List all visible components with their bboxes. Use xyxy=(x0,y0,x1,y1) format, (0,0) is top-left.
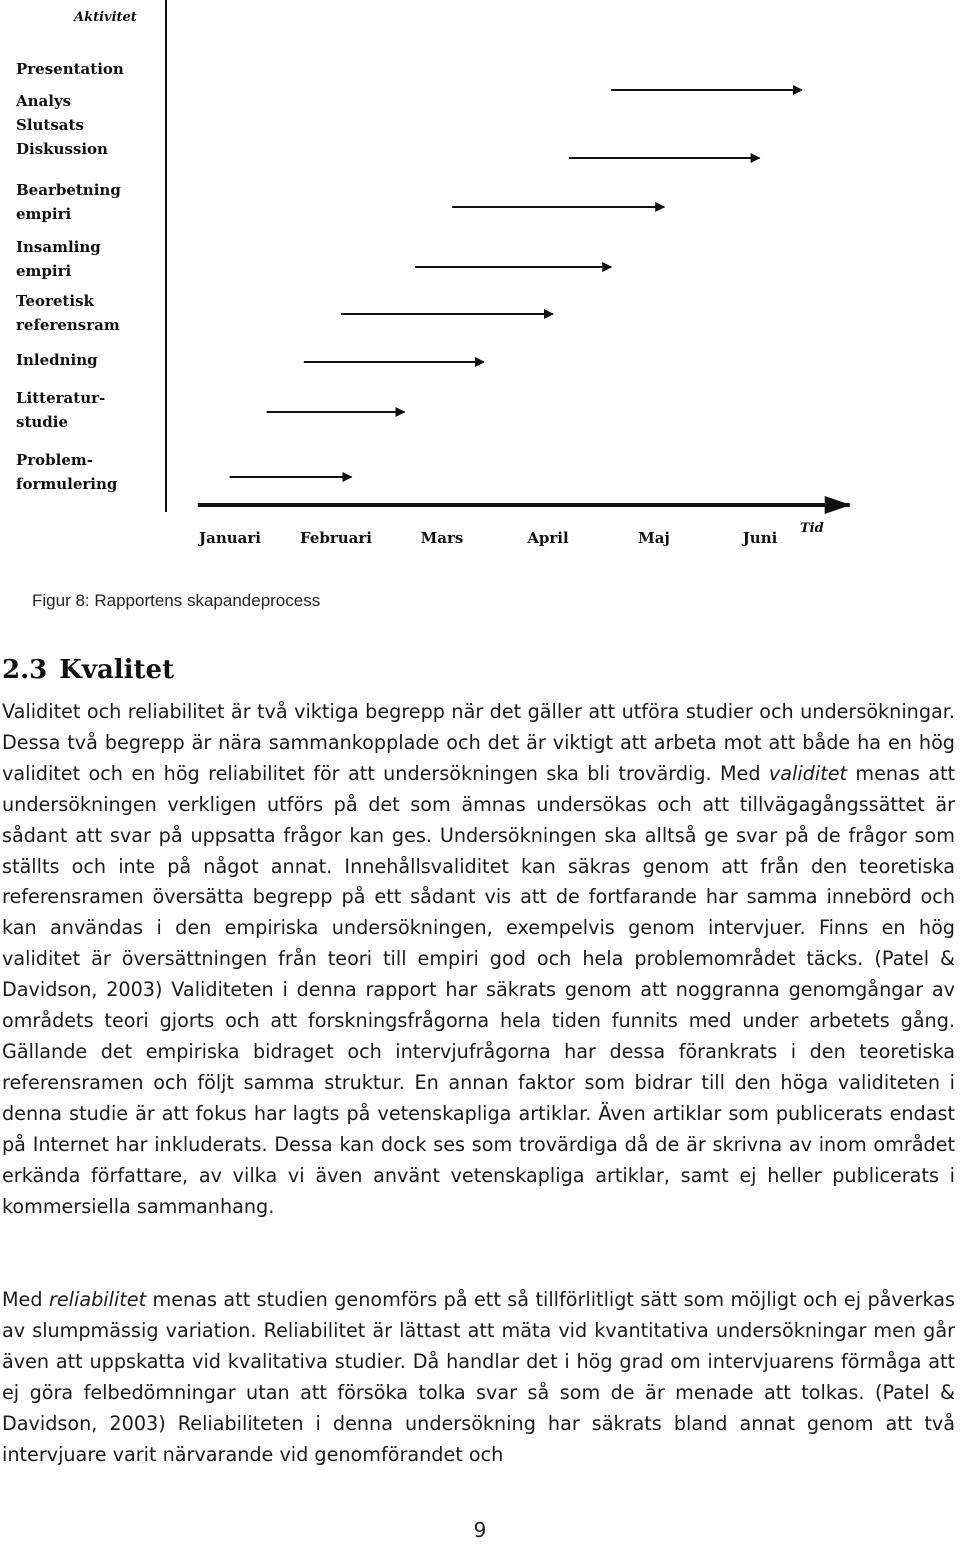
term-reliabilitet: reliabilitet xyxy=(48,1288,147,1311)
page-number: 9 xyxy=(473,1518,487,1542)
paragraph-text: Validitet och reliabilitet är två viktiga begrepp när det gäller att utföra studier och undersökningar. Dessa två begrepp är nära sammankopplade och det är viktigt att arbeta mot att både ha en hög validitet och en hög reliabilitet för att undersökningen ska bli trovärdig. Med xyxy=(2,700,955,785)
month-tick-label: Maj xyxy=(638,529,670,547)
paragraph-reliability xyxy=(2,1285,955,1470)
activity-label: Presentation xyxy=(16,60,124,78)
activity-label: Teoretisk xyxy=(16,292,94,310)
process-timeline-chart xyxy=(0,0,960,560)
activity-label: Problem- xyxy=(16,451,94,469)
axis-header-activity: Aktivitet xyxy=(74,10,137,25)
section-title: Kvalitet xyxy=(59,655,175,685)
paragraph-validity xyxy=(2,697,955,1222)
activity-label: referensram xyxy=(16,316,120,334)
activity-label: empiri xyxy=(16,205,72,223)
month-tick-label: April xyxy=(527,529,569,547)
paragraph-text: Med xyxy=(2,1288,49,1311)
section-number: 2.3 xyxy=(2,655,48,685)
activity-label: Insamling xyxy=(16,238,101,256)
section-heading xyxy=(2,655,174,685)
activity-label: Bearbetning xyxy=(16,181,121,199)
month-tick-label: Januari xyxy=(199,529,261,547)
activity-label: empiri xyxy=(16,262,72,280)
paragraph-text: menas att studien genomförs på ett så tillförlitligt sätt som möjligt och ej påverkas av slumpmässig variation. Reliabilitet är lättast att mäta vid kvantitativa undersökningar men går även att uppskatta vid kvalitativa studier. Då handlar det i hög grad om intervjuarens förmåga att ej göra felbedömningar utan att försöka tolka svar så som de är menade att tolkas. (Patel & Davidson, 2003) Reliabiliteten i denna undersökning har säkrats bland annat genom att två intervjuare varit närvarande vid genomförandet och xyxy=(2,1288,955,1466)
month-tick-label: Mars xyxy=(420,529,464,547)
figure-caption: Figur 8: Rapportens skapandeprocess xyxy=(32,591,321,610)
activity-label: formulering xyxy=(16,475,118,493)
month-tick-label: Juni xyxy=(742,529,778,547)
activity-label: Inledning xyxy=(16,351,98,369)
paragraph-text: menas att undersökningen verkligen utförs på det som ämnas undersökas och att tillvägagångssättet är sådant att svar på uppsatta frågor kan ges. Undersökningen ska alltså ge svar på de frågor som ställts och inte på något annat. Innehållsvaliditet kan säkras genom att från den teoretiska referensramen översätta begrepp på ett sådant vis att de fortfarande har samma innebörd och kan användas i den empiriska undersökningen, exempelvis genom intervjuer. Finns en hög validitet är översättningen från teori till empiri god och hela problemområdet täcks. (Patel & Davidson, 2003) Validiteten i denna rapport har säkrats genom att noggranna genomgångar av områdets teori gjorts och att forskningsfrågorna hela tiden funnits med under arbetets gång. Gällande det empiriska bidraget och intervjufrågorna har dessa förankrats i den teoretiska referensramen och följt samma struktur. En annan faktor som bidrar till den höga validiteten i denna studie är att fokus har lagts på vetenskapliga artiklar. Även artiklar som publicerats endast på Internet har inkluderats. Dessa kan dock ses som trovärdiga då de är skrivna av inom området erkända författare, av vilka vi även använt vetenskapliga artiklar, samt ej heller publicerats i kommersiella sammanhang. xyxy=(2,761,956,1218)
activity-label: studie xyxy=(16,413,69,431)
activity-label: Slutsats xyxy=(16,116,84,134)
axis-title-time: Tid xyxy=(800,521,824,536)
activity-label: Diskussion xyxy=(16,140,108,158)
activity-label: Analys xyxy=(16,92,72,110)
term-validitet: validitet xyxy=(768,761,848,785)
month-tick-label: Februari xyxy=(300,529,372,547)
activity-label: Litteratur- xyxy=(16,389,106,407)
